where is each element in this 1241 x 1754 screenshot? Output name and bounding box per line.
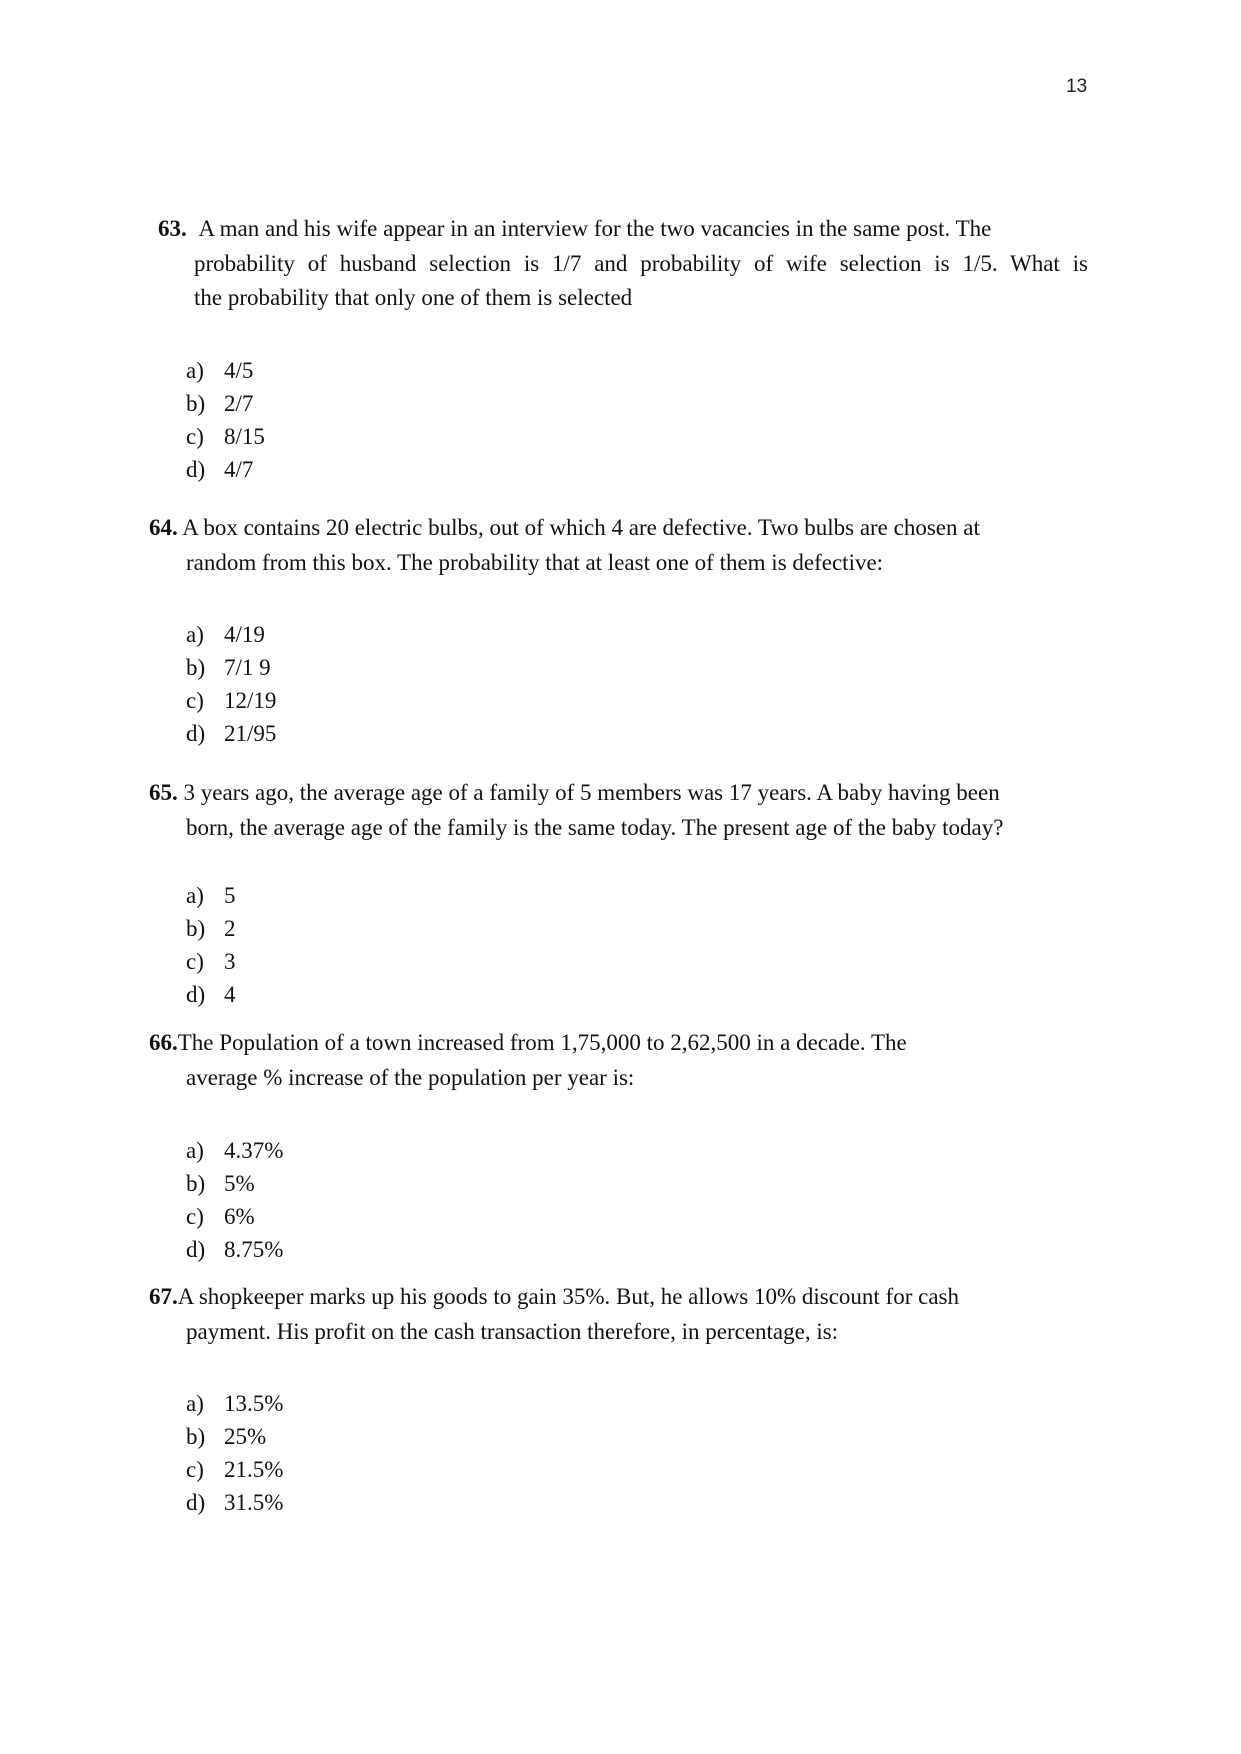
- option-d[interactable]: [186, 453, 265, 486]
- option-text: 4/5: [224, 358, 254, 383]
- question-number: 64.: [149, 515, 178, 540]
- option-letter: b): [186, 1171, 206, 1196]
- option-text: 25%: [224, 1424, 267, 1449]
- option-letter: c): [186, 688, 204, 713]
- option-letter: d): [186, 982, 206, 1007]
- option-c[interactable]: [186, 1200, 283, 1233]
- question-65: [149, 776, 1079, 845]
- option-b[interactable]: [186, 387, 265, 420]
- question-64: [149, 511, 1079, 580]
- question-text: the probability that only one of them is selected: [194, 285, 633, 310]
- option-letter: a): [186, 622, 204, 647]
- option-letter: a): [186, 358, 204, 383]
- option-d[interactable]: [186, 978, 236, 1011]
- question-63: [158, 212, 1088, 316]
- option-text: 31.5%: [224, 1490, 284, 1515]
- question-line: [149, 776, 1079, 811]
- option-text: 21/95: [224, 721, 277, 746]
- option-text: 5: [224, 883, 236, 908]
- question-text: random from this box. The probability that at least one of them is defective:: [186, 549, 884, 575]
- question-line: [149, 511, 1079, 546]
- option-text: 2: [224, 916, 236, 941]
- question-line: [149, 1280, 1079, 1315]
- question-text: born, the average age of the family is the same today. The present age of the baby today?: [186, 814, 1004, 840]
- option-c[interactable]: [186, 1453, 283, 1486]
- option-d[interactable]: [186, 1486, 283, 1519]
- option-c[interactable]: [186, 945, 236, 978]
- option-letter: b): [186, 916, 206, 941]
- option-letter: d): [186, 1490, 206, 1515]
- option-d[interactable]: [186, 717, 276, 750]
- option-letter: d): [186, 721, 206, 746]
- option-b[interactable]: [186, 912, 236, 945]
- option-text: 12/19: [224, 688, 277, 713]
- question-line: [158, 212, 1088, 247]
- page-number: 13: [1066, 76, 1088, 97]
- option-b[interactable]: [186, 651, 276, 684]
- question-text: 3 years ago, the average age of a family of 5 members was 17 years. A baby having been: [183, 780, 1000, 805]
- question-number: 65.: [149, 780, 178, 805]
- question-67: [149, 1280, 1079, 1349]
- option-text: 6%: [224, 1204, 255, 1229]
- option-b[interactable]: [186, 1167, 283, 1200]
- option-text: 4/7: [224, 457, 254, 482]
- option-a[interactable]: [186, 618, 276, 651]
- option-letter: b): [186, 1424, 206, 1449]
- option-letter: b): [186, 391, 206, 416]
- option-letter: c): [186, 1204, 204, 1229]
- option-a[interactable]: [186, 1134, 283, 1167]
- option-text: 8.75%: [224, 1237, 284, 1262]
- question-text: A man and his wife appear in an interview for the two vacancies in the same post. The: [198, 216, 992, 241]
- option-a[interactable]: [186, 354, 265, 387]
- option-letter: a): [186, 1391, 204, 1416]
- question-text: average % increase of the population per year is:: [186, 1064, 635, 1090]
- option-text: 7/1 9: [224, 655, 271, 680]
- option-letter: c): [186, 949, 204, 974]
- question-line: [149, 1026, 1079, 1061]
- question-66: [149, 1026, 1079, 1095]
- question-text: payment. His profit on the cash transaction therefore, in percentage, is:: [186, 1318, 839, 1344]
- option-text: 21.5%: [224, 1457, 284, 1482]
- option-letter: c): [186, 424, 204, 449]
- question-text: probability of husband selection is 1/7 and probability of wife selection is 1/5. What is: [194, 250, 1088, 276]
- question-text: A box contains 20 electric bulbs, out of which 4 are defective. Two bulbs are chosen at: [182, 515, 980, 540]
- option-b[interactable]: [186, 1420, 283, 1453]
- question-text: A shopkeeper marks up his goods to gain 35%. But, he allows 10% discount for cash: [177, 1284, 959, 1309]
- option-text: 4/19: [224, 622, 265, 647]
- option-text: 13.5%: [224, 1391, 284, 1416]
- option-d[interactable]: [186, 1233, 283, 1266]
- option-text: 4.37%: [224, 1138, 284, 1163]
- option-letter: d): [186, 1237, 206, 1262]
- question-text: The Population of a town increased from 1,75,000 to 2,62,500 in a decade. The: [177, 1030, 907, 1055]
- option-letter: b): [186, 655, 206, 680]
- option-text: 2/7: [224, 391, 254, 416]
- option-letter: a): [186, 1138, 204, 1163]
- option-a[interactable]: [186, 1387, 283, 1420]
- option-letter: c): [186, 1457, 204, 1482]
- question-number: 63.: [158, 216, 187, 241]
- option-text: 5%: [224, 1171, 255, 1196]
- options-64: [186, 618, 276, 750]
- option-text: 4: [224, 982, 236, 1007]
- option-letter: d): [186, 457, 206, 482]
- option-c[interactable]: [186, 684, 276, 717]
- option-text: 8/15: [224, 424, 265, 449]
- option-c[interactable]: [186, 420, 265, 453]
- option-a[interactable]: [186, 879, 236, 912]
- options-65: [186, 879, 236, 1011]
- question-number: 66.: [149, 1030, 178, 1055]
- option-text: 3: [224, 949, 236, 974]
- options-66: [186, 1134, 283, 1266]
- options-63: [186, 354, 265, 486]
- options-67: [186, 1387, 283, 1519]
- option-letter: a): [186, 883, 204, 908]
- question-number: 67.: [149, 1284, 178, 1309]
